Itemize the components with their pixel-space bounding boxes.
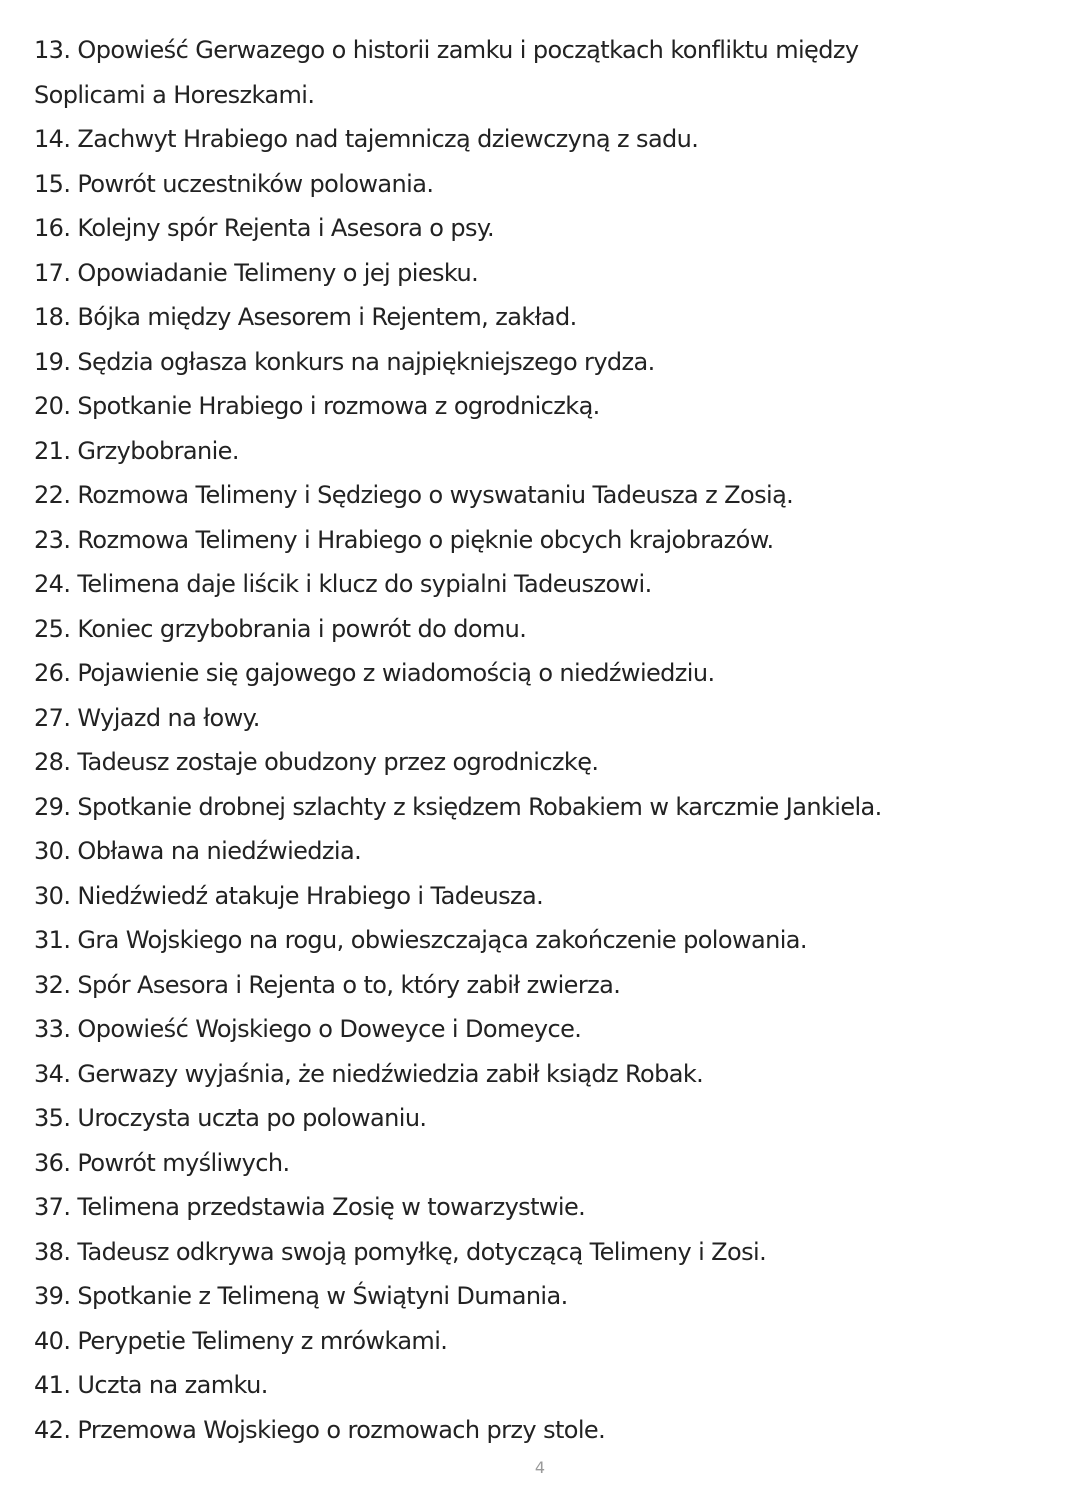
list-item: 27. Wyjazd na łowy.	[34, 703, 260, 732]
event-list	[34, 28, 1044, 1452]
list-item: 31. Gra Wojskiego na rogu, obwieszczająca zakończenie polowania.	[34, 926, 807, 954]
list-item: 24. Telimena daje liścik i klucz do sypialni Tadeuszowi.	[34, 570, 652, 598]
list-item: 26. Pojawienie się gajowego z wiadomością o niedźwiedziu.	[34, 659, 715, 687]
list-item: 15. Powrót uczestników polowania.	[34, 169, 434, 198]
list-item: 28. Tadeusz zostaje obudzony przez ogrodniczkę.	[34, 748, 599, 776]
list-item: 18. Bójka między Asesorem i Rejentem, zakład.	[34, 303, 577, 331]
list-item: 14. Zachwyt Hrabiego nad tajemniczą dziewczyną z sadu.	[34, 125, 699, 153]
list-item: 41. Uczta na zamku.	[34, 1371, 268, 1399]
list-item: 21. Grzybobranie.	[34, 436, 239, 465]
list-item: 39. Spotkanie z Telimeną w Świątyni Dumania.	[34, 1282, 568, 1310]
list-item: 34. Gerwazy wyjaśnia, że niedźwiedzia zabił ksiądz Robak.	[34, 1059, 704, 1088]
list-item: 30. Niedźwiedź atakuje Hrabiego i Tadeusza.	[34, 881, 544, 910]
list-item: 13. Opowieść Gerwazego o historii zamku i początkach konfliktu między Soplicami a Horeszkami.	[34, 36, 859, 109]
list-item: 37. Telimena przedstawia Zosię w towarzystwie.	[34, 1193, 586, 1221]
list-item: 17. Opowiadanie Telimeny o jej piesku.	[34, 258, 479, 287]
list-item: 25. Koniec grzybobrania i powrót do domu.	[34, 614, 527, 643]
list-item: 42. Przemowa Wojskiego o rozmowach przy stole.	[34, 1415, 606, 1444]
list-item: 16. Kolejny spór Rejenta i Asesora o psy.	[34, 214, 495, 242]
list-item: 35. Uroczysta uczta po polowaniu.	[34, 1104, 427, 1132]
page-number: 4	[534, 1458, 546, 1477]
list-item: 38. Tadeusz odkrywa swoją pomyłkę, dotyczącą Telimeny i Zosi.	[34, 1237, 767, 1266]
list-item: 32. Spór Asesora i Rejenta o to, który zabił zwierza.	[34, 970, 621, 999]
list-item: 23. Rozmowa Telimeny i Hrabiego o pięknie obcych krajobrazów.	[34, 525, 774, 554]
list-item: 40. Perypetie Telimeny z mrówkami.	[34, 1326, 448, 1355]
list-item: 22. Rozmowa Telimeny i Sędziego o wyswataniu Tadeusza z Zosią.	[34, 481, 794, 509]
list-item: 36. Powrót myśliwych.	[34, 1148, 290, 1177]
list-item: 30. Obława na niedźwiedzia.	[34, 837, 362, 865]
list-item: 33. Opowieść Wojskiego o Doweyce i Domeyce.	[34, 1015, 582, 1043]
list-item: 29. Spotkanie drobnej szlachty z księdzem Robakiem w karczmie Jankiela.	[34, 792, 882, 821]
list-item: 20. Spotkanie Hrabiego i rozmowa z ogrodniczką.	[34, 392, 600, 420]
list-item: 19. Sędzia ogłasza konkurs na najpiękniejszego rydza.	[34, 347, 655, 376]
